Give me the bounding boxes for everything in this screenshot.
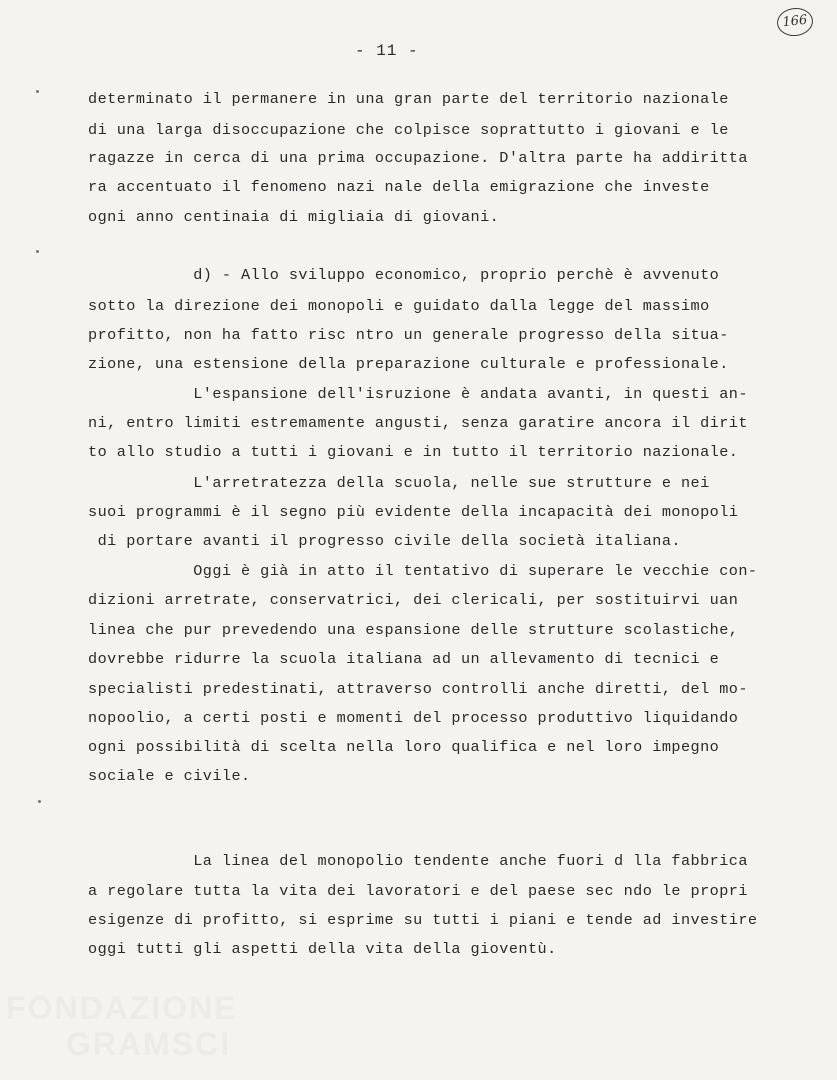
text-line: linea che pur prevedendo una espansione delle strutture scolastiche, (88, 621, 739, 639)
text-line: La linea del monopolio tendente anche fuori d lla fabbrica (88, 852, 748, 870)
text-line: esigenze di profitto, si esprime su tutti i piani e tende ad investire (88, 911, 758, 929)
text-line: sociale e civile. (88, 767, 251, 785)
paper-speck (38, 800, 41, 803)
archive-watermark (6, 990, 238, 1062)
text-line: zione, una estensione della preparazione culturale e professionale. (88, 355, 729, 373)
text-line: specialisti predestinati, attraverso controlli anche diretti, del mo- (88, 680, 748, 698)
text-line: ogni possibilità di scelta nella loro qualifica e nel loro impegno (88, 738, 720, 756)
text-line: L'arretratezza della scuola, nelle sue strutture e nei (88, 474, 710, 492)
text-line: determinato il permanere in una gran parte del territorio nazionale (88, 90, 729, 108)
archive-stamp: 166 (776, 6, 815, 38)
text-line: ogni anno centinaia di migliaia di giovani. (88, 208, 500, 226)
watermark-line-1: FONDAZIONE (6, 990, 238, 1026)
text-line: ra accentuato il fenomeno nazi nale della emigrazione che investe (88, 178, 710, 196)
text-line: to allo studio a tutti i giovani e in tutto il territorio nazionale. (88, 443, 739, 461)
text-line: dizioni arretrate, conservatrici, dei clericali, per sostituirvi uan (88, 591, 739, 609)
text-line: sotto la direzione dei monopoli e guidato dalla legge del massimo (88, 297, 710, 315)
text-line: dovrebbe ridurre la scuola italiana ad un allevamento di tecnici e (88, 650, 720, 668)
page-number: - 11 - (355, 42, 419, 60)
text-line: ni, entro limiti estremamente angusti, senza garatire ancora il dirit (88, 414, 748, 432)
watermark-line-2: GRAMSCI (66, 1026, 232, 1062)
text-line: nopoolio, a certi posti e momenti del processo produttivo liquidando (88, 709, 739, 727)
text-line: profitto, non ha fatto risc ntro un generale progresso della situa- (88, 326, 729, 344)
text-line: di una larga disoccupazione che colpisce soprattutto i giovani e le (88, 121, 729, 139)
text-line: di portare avanti il progresso civile della società italiana. (88, 532, 681, 550)
text-line: suoi programmi è il segno più evidente della incapacità dei monopoli (88, 503, 739, 521)
text-line: a regolare tutta la vita dei lavoratori e del paese sec ndo le propri (88, 882, 748, 900)
paper-speck (36, 250, 39, 253)
text-line: ragazze in cerca di una prima occupazione. D'altra parte ha addiritta (88, 149, 748, 167)
text-line: d) - Allo sviluppo economico, proprio perchè è avvenuto (88, 266, 720, 284)
text-line: Oggi è già in atto il tentativo di superare le vecchie con- (88, 562, 758, 580)
text-line: L'espansione dell'isruzione è andata avanti, in questi an- (88, 385, 748, 403)
text-line: oggi tutti gli aspetti della vita della gioventù. (88, 940, 557, 958)
paper-speck (36, 90, 39, 93)
